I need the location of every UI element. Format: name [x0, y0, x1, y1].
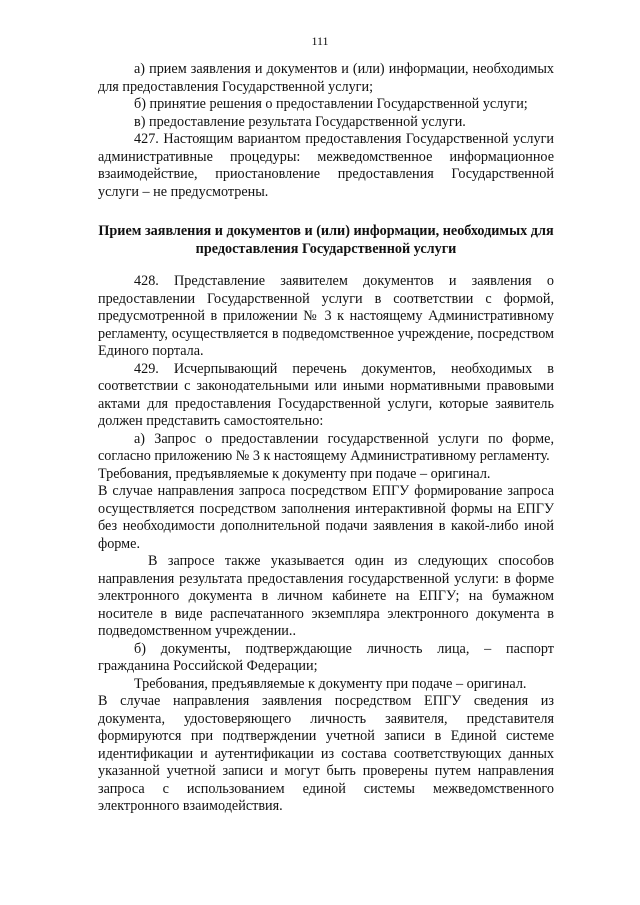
paragraph-428: 428. Представление заявителем документов и заявления о предоставлении Государственной услуги в соответствии с формой, предусмотренной в приложении № 3 к настоящему Административному регламенту, осуществляется в подведомственное учреждение, посредством Единого портала. [98, 273, 554, 359]
page-number: 111 [311, 34, 329, 48]
paragraph-427: 427. Настоящим вариантом предоставления Государственной услуги административные процедуры: межведомственное информационное взаимодействие, приостановление предоставления Государственной услуги – не предусмотрены. [98, 131, 554, 200]
paragraph-429: 429. Исчерпывающий перечень документов, необходимых в соответствии с законодательными или иными нормативными правовыми актами для предоставления Государственной услуги, которые заявитель должен представить самостоятельно: [98, 360, 554, 429]
document-body [98, 61, 554, 816]
epgu-request-note: В случае направления запроса посредством ЕПГУ формирование запроса осуществляется посредством заполнения интерактивной формы на ЕПГУ без необходимости дополнительной подачи заявления в какой-либо иной форме. [98, 483, 554, 552]
item-b-identity-documents: б) документы, подтверждающие личность лица, – паспорт гражданина Российской Федерации; [98, 640, 554, 674]
section-heading: Прием заявления и документов и (или) информации, необходимых для предоставления Государственной услуги [98, 223, 554, 257]
item-a-request: а) Запрос о предоставлении государственной услуги по форме, согласно приложению № 3 к настоящему Административному регламенту. [98, 430, 554, 464]
epgu-identity-note: В случае направления заявления посредством ЕПГУ сведения из документа, удостоверяющего личность заявителя, представителя формируются при подтверждении учетной записи в Единой системе идентификации и аутентификации из состава соответствующих данных указанной учетной записи и могут быть проверены путем направления запроса с использованием единой системы межведомственного электронного взаимодействия. [98, 693, 554, 814]
list-item-a: а) прием заявления и документов и (или) информации, необходимых для предоставления Государственной услуги; [98, 61, 554, 95]
list-item-v: в) предоставление результата Государственной услуги. [134, 113, 466, 130]
requirements-note: Требования, предъявляемые к документу при подаче – оригинал. [98, 465, 491, 482]
requirements-note-2: Требования, предъявляемые к документу при подаче – оригинал. [134, 675, 527, 692]
result-delivery-methods: В запросе также указывается один из следующих способов направления результата предоставления государственной услуги: в форме электронного документа в личном кабинете на ЕПГУ; на бумажном носителе в виде распечатанного экземпляра электронного документа в подведомственном учреждении.. [98, 553, 554, 639]
list-item-b: б) принятие решения о предоставлении Государственной услуги; [134, 96, 528, 112]
